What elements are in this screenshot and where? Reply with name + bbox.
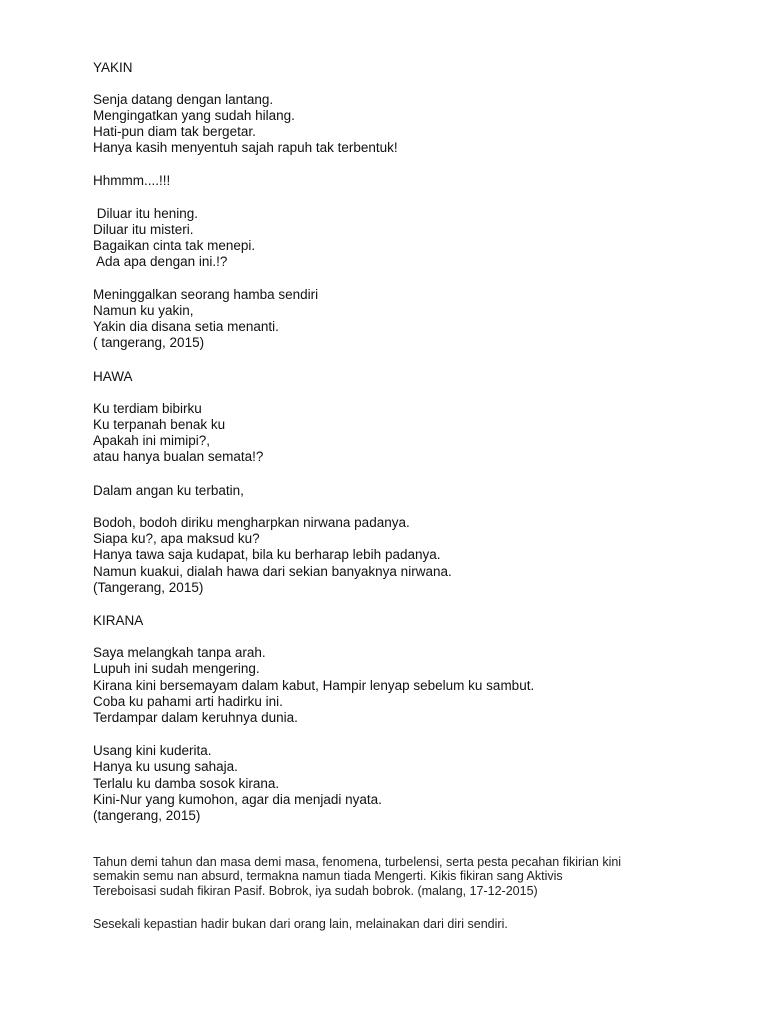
- poem-line: Dalam angan ku terbatin,: [93, 483, 244, 498]
- poem-line: Mengingatkan yang sudah hilang.: [93, 108, 295, 123]
- poem-line: Bagaikan cinta tak menepi.: [93, 238, 256, 253]
- poem-line: Diluar itu misteri.: [93, 222, 194, 237]
- poem-line: Ku terpanah benak ku: [93, 417, 226, 432]
- note-line: Tereboisasi sudah fikiran Pasif. Bobrok, iya sudah bobrok. (malang, 17-12-2015): [93, 884, 538, 898]
- poem-line: Namun kuakui, dialah hawa dari sekian banyaknya nirwana.: [93, 564, 452, 579]
- poem-line: Meninggalkan seorang hamba sendiri: [93, 287, 319, 302]
- poem-line: Diluar itu hening.: [93, 206, 199, 221]
- poem-line: Hanya tawa saja kudapat, bila ku berharap lebih padanya.: [93, 547, 441, 562]
- note-line: Tahun demi tahun dan masa demi masa, fenomena, turbelensi, serta pesta pecahan fikirian kini: [93, 855, 622, 869]
- poem-line: Lupuh ini sudah mengering.: [93, 661, 260, 676]
- poem-line: Namun ku yakin,: [93, 303, 194, 318]
- poem-line: Kirana kini bersemayam dalam kabut, Hampir lenyap sebelum ku sambut.: [93, 678, 535, 693]
- poem-title-yakin: YAKIN: [93, 60, 133, 75]
- poem-date: ( tangerang, 2015): [93, 335, 205, 350]
- closing-line: Sesekali kepastian hadir bukan dari orang lain, melainakan dari diri sendiri.: [93, 917, 508, 931]
- poem-line: Kini-Nur yang kumohon, agar dia menjadi nyata.: [93, 792, 382, 807]
- poem-line: Terlalu ku damba sosok kirana.: [93, 776, 280, 791]
- poem-line: Usang kini kuderita.: [93, 743, 212, 758]
- poem-title-hawa: HAWA: [93, 369, 133, 384]
- poem-date: (Tangerang, 2015): [93, 580, 204, 595]
- note-line: semakin semu nan absurd, termakna namun tiada Mengerti. Kikis fikiran sang Aktivis: [93, 869, 563, 883]
- poem-line: Hanya ku usung sahaja.: [93, 759, 238, 774]
- poem-line: Bodoh, bodoh diriku mengharpkan nirwana padanya.: [93, 515, 410, 530]
- poem-line: Coba ku pahami arti hadirku ini.: [93, 694, 283, 709]
- poem-line: Apakah ini mimipi?,: [93, 433, 211, 448]
- poem-line: Ada apa dengan ini.!?: [93, 254, 228, 269]
- poem-line: Hanya kasih menyentuh sajah rapuh tak terbentuk!: [93, 140, 398, 155]
- poem-line: Ku terdiam bibirku: [93, 401, 202, 416]
- poem-line: Siapa ku?, apa maksud ku?: [93, 531, 260, 546]
- poem-line: atau hanya bualan semata!?: [93, 449, 264, 464]
- poem-title-kirana: KIRANA: [93, 613, 144, 628]
- poem-line: Senja datang dengan lantang.: [93, 92, 274, 107]
- poem-line: Terdampar dalam keruhnya dunia.: [93, 710, 298, 725]
- poem-line: Hati-pun diam tak bergetar.: [93, 124, 256, 139]
- poem-line: Yakin dia disana setia menanti.: [93, 319, 279, 334]
- poem-date: (tangerang, 2015): [93, 808, 201, 823]
- poem-line: Hhmmm....!!!: [93, 173, 171, 188]
- poem-line: Saya melangkah tanpa arah.: [93, 645, 266, 660]
